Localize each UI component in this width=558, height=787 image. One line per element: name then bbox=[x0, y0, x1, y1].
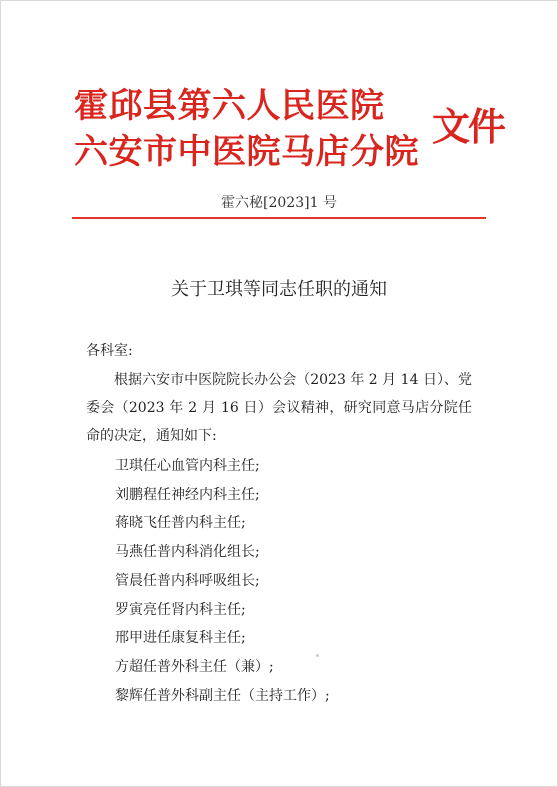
appointment-item: 马燕任普内科消化组长; bbox=[115, 544, 260, 560]
appointment-item: 方超任普外科主任（兼）; bbox=[115, 659, 274, 675]
appointment-item: 蒋晓飞任普内科主任; bbox=[115, 515, 246, 531]
notice-title: 关于卫琪等同志任职的通知 bbox=[171, 279, 387, 300]
body-paragraph: 根据六安市中医院院长办公会（2023 年 2 月 14 日）、党委会（2023 年 2 月 16 日）会议精神，研究同意马店分院任命的决定，通知如下: bbox=[86, 372, 472, 444]
issuer-line-1: 霍邱县第六人民医院 bbox=[74, 86, 385, 126]
appointment-item: 黎辉任普外科副主任（主持工作）; bbox=[115, 688, 330, 704]
salutation: 各科室: bbox=[86, 343, 133, 359]
appointment-item: 刘鹏程任神经内科主任; bbox=[115, 487, 260, 503]
red-divider bbox=[72, 217, 486, 219]
scan-speck bbox=[316, 654, 319, 657]
appointment-item: 管晨任普内科呼吸组长; bbox=[115, 573, 260, 589]
document-type-label: 文件 bbox=[432, 104, 505, 149]
appointment-item: 罗寅亮任肾内科主任; bbox=[115, 602, 246, 618]
appointment-item: 卫琪任心血管内科主任; bbox=[115, 458, 260, 474]
document-number: 霍六秘[2023]1 号 bbox=[221, 195, 337, 211]
appointment-item: 邢甲进任康复科主任; bbox=[115, 630, 246, 646]
issuer-line-2: 六安市中医院马店分院 bbox=[74, 132, 419, 172]
